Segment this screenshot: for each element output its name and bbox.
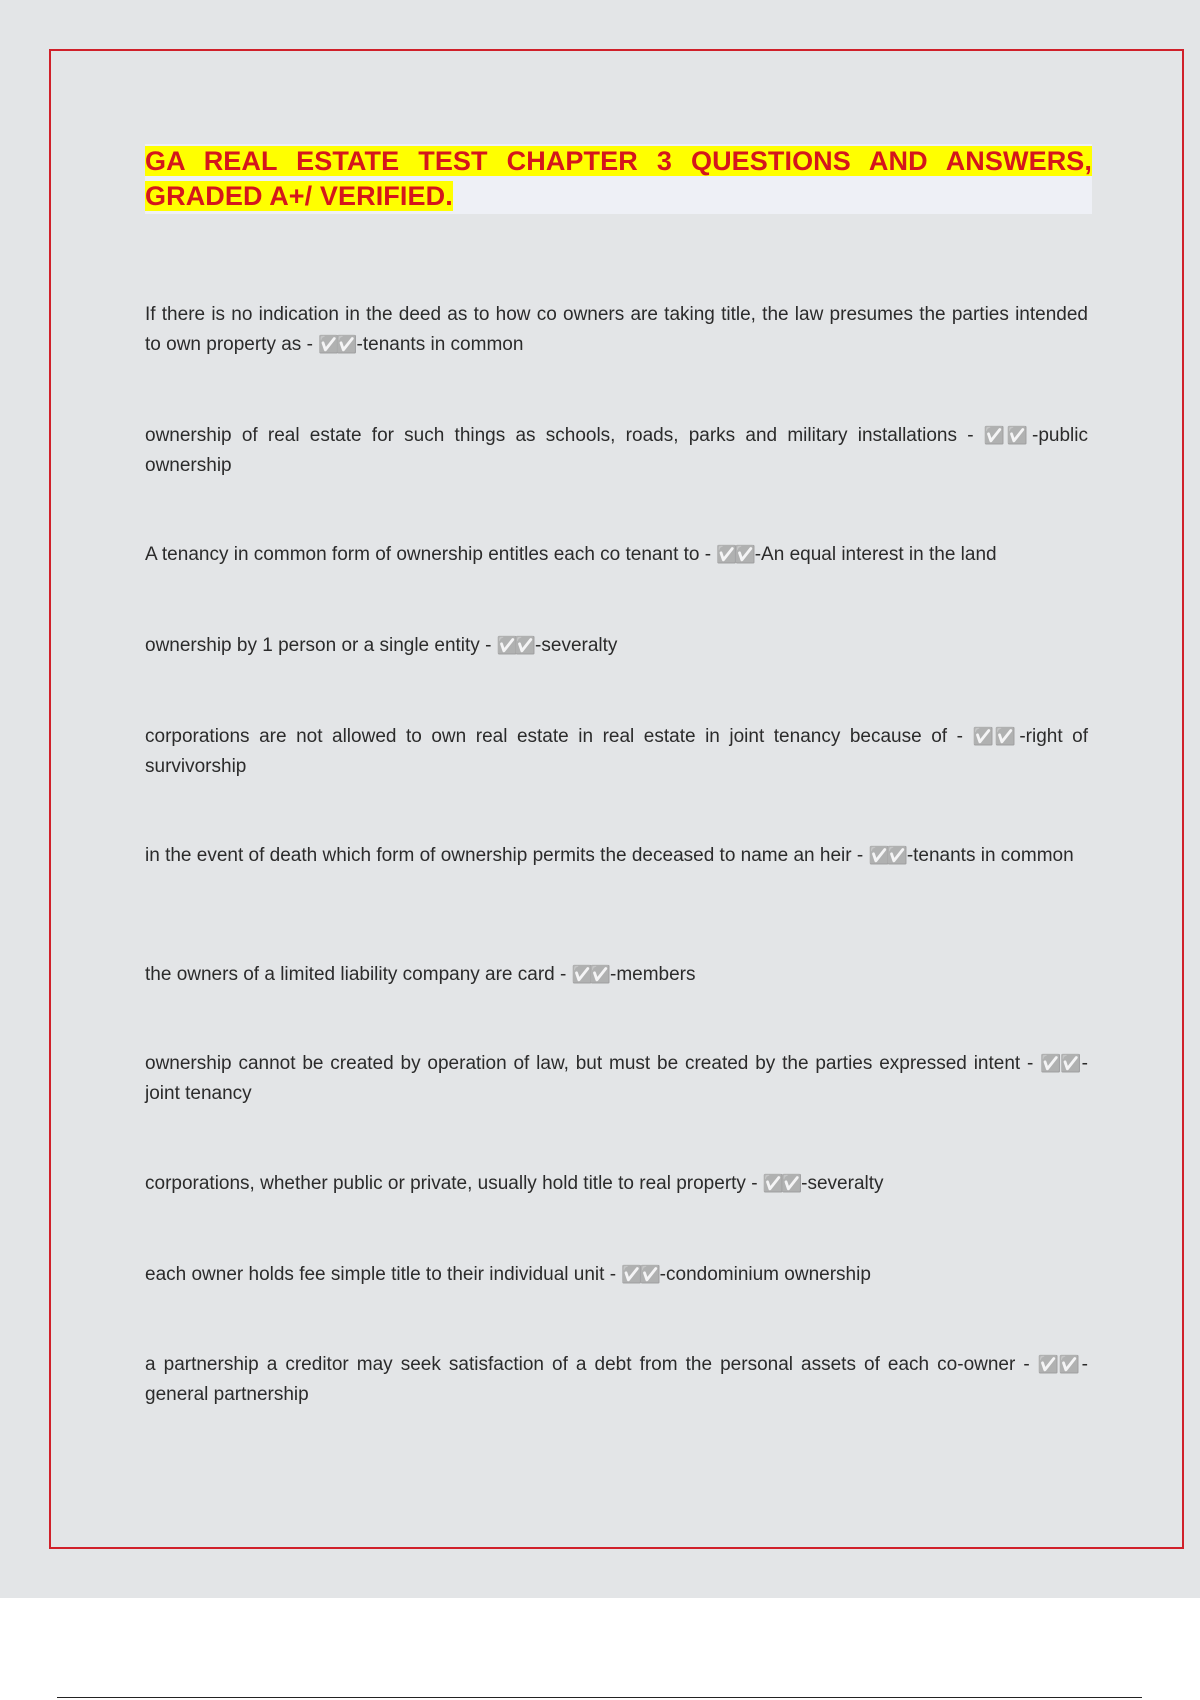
- separator: -: [554, 964, 572, 985]
- question-text: in the event of death which form of ownership permits the deceased to name an heir: [145, 845, 852, 866]
- answer-text: general partnership: [145, 1384, 309, 1405]
- answer-prefix: -: [659, 1264, 666, 1285]
- separator: -: [851, 845, 869, 866]
- answer-text: tenants in common: [362, 334, 524, 355]
- qa-item: [145, 1350, 1088, 1410]
- answer-text: severalty: [807, 1173, 884, 1194]
- separator: -: [301, 334, 319, 355]
- double-check-icon: ✅✅: [318, 335, 355, 355]
- separator: -: [947, 726, 973, 747]
- double-check-icon: ✅✅: [571, 965, 608, 985]
- page-border-frame: [49, 49, 1184, 1549]
- answer-text: An equal interest in the land: [761, 544, 997, 565]
- title-highlight: GA REAL ESTATE TEST CHAPTER 3 QUESTIONS AND ANSWERS, GRADED A+/ VERIFIED.: [145, 146, 1092, 211]
- separator: -: [745, 1173, 763, 1194]
- document-title: [145, 144, 1092, 214]
- answer-text: severalty: [541, 635, 618, 656]
- answer-prefix: -: [609, 964, 617, 985]
- double-check-icon: ✅✅: [983, 426, 1031, 446]
- qa-item: [145, 631, 1088, 661]
- question-text: ownership of real estate for such things as schools, roads, parks and military installations: [145, 425, 957, 446]
- qa-item: [145, 1260, 1088, 1290]
- question-text: If there is no indication in the deed as to how co owners are taking title, the law presumes the parties intended to own property as: [145, 304, 1088, 355]
- question-text: A tenancy in common form of ownership entitles each co tenant to: [145, 544, 700, 565]
- answer-prefix: -: [754, 544, 762, 565]
- answer-prefix: -: [356, 334, 363, 355]
- question-text: corporations are not allowed to own real estate in real estate in joint tenancy because of: [145, 726, 948, 747]
- separator: -: [699, 544, 717, 565]
- answer-prefix: -: [1081, 1354, 1088, 1375]
- separator: -: [604, 1264, 622, 1285]
- qa-item: [145, 1049, 1088, 1109]
- answer-text: right of survivorship: [145, 726, 1088, 777]
- double-check-icon: ✅✅: [496, 636, 534, 656]
- separator: -: [479, 635, 497, 656]
- question-text: the owners of a limited liability company are card: [145, 964, 555, 985]
- qa-item: [145, 841, 1088, 871]
- answer-prefix: -: [535, 635, 542, 656]
- qa-item: [145, 421, 1088, 481]
- separator: -: [957, 425, 984, 446]
- qa-item: [145, 960, 1088, 990]
- question-text: ownership cannot be created by operation of law, but must be created by the parties expressed intent: [145, 1053, 1021, 1074]
- question-text: each owner holds fee simple title to their individual unit: [145, 1264, 605, 1285]
- question-text: corporations, whether public or private, usually hold title to real property: [145, 1173, 746, 1194]
- double-check-icon: ✅✅: [1037, 1355, 1080, 1375]
- double-check-icon: ✅✅: [621, 1265, 658, 1285]
- separator: -: [1020, 1053, 1041, 1074]
- title-block: [145, 144, 1092, 214]
- answer-text: condominium ownership: [666, 1264, 871, 1285]
- double-check-icon: ✅✅: [868, 846, 905, 866]
- qa-item: [145, 1169, 1088, 1199]
- double-check-icon: ✅✅: [762, 1174, 800, 1194]
- question-text: a partnership a creditor may seek satisfaction of a debt from the personal assets of each co-owner: [145, 1354, 1016, 1375]
- answer-prefix: -: [1019, 726, 1026, 747]
- qa-item: [145, 540, 1088, 570]
- answer-prefix: -: [906, 845, 914, 866]
- separator: -: [1015, 1354, 1038, 1375]
- double-check-icon: ✅✅: [972, 727, 1018, 747]
- qa-item: [145, 300, 1088, 360]
- answer-text: public ownership: [145, 425, 1088, 476]
- answer-prefix: -: [1081, 1053, 1088, 1074]
- answer-prefix: -: [801, 1173, 808, 1194]
- question-text: ownership by 1 person or a single entity: [145, 635, 480, 656]
- answer-text: tenants in common: [913, 845, 1074, 866]
- double-check-icon: ✅✅: [1040, 1054, 1080, 1074]
- answer-prefix: -: [1032, 425, 1039, 446]
- footer-divider: [57, 1697, 1142, 1698]
- answer-text: members: [616, 964, 696, 985]
- answer-text: joint tenancy: [145, 1083, 252, 1104]
- double-check-icon: ✅✅: [716, 545, 753, 565]
- qa-item: [145, 722, 1088, 782]
